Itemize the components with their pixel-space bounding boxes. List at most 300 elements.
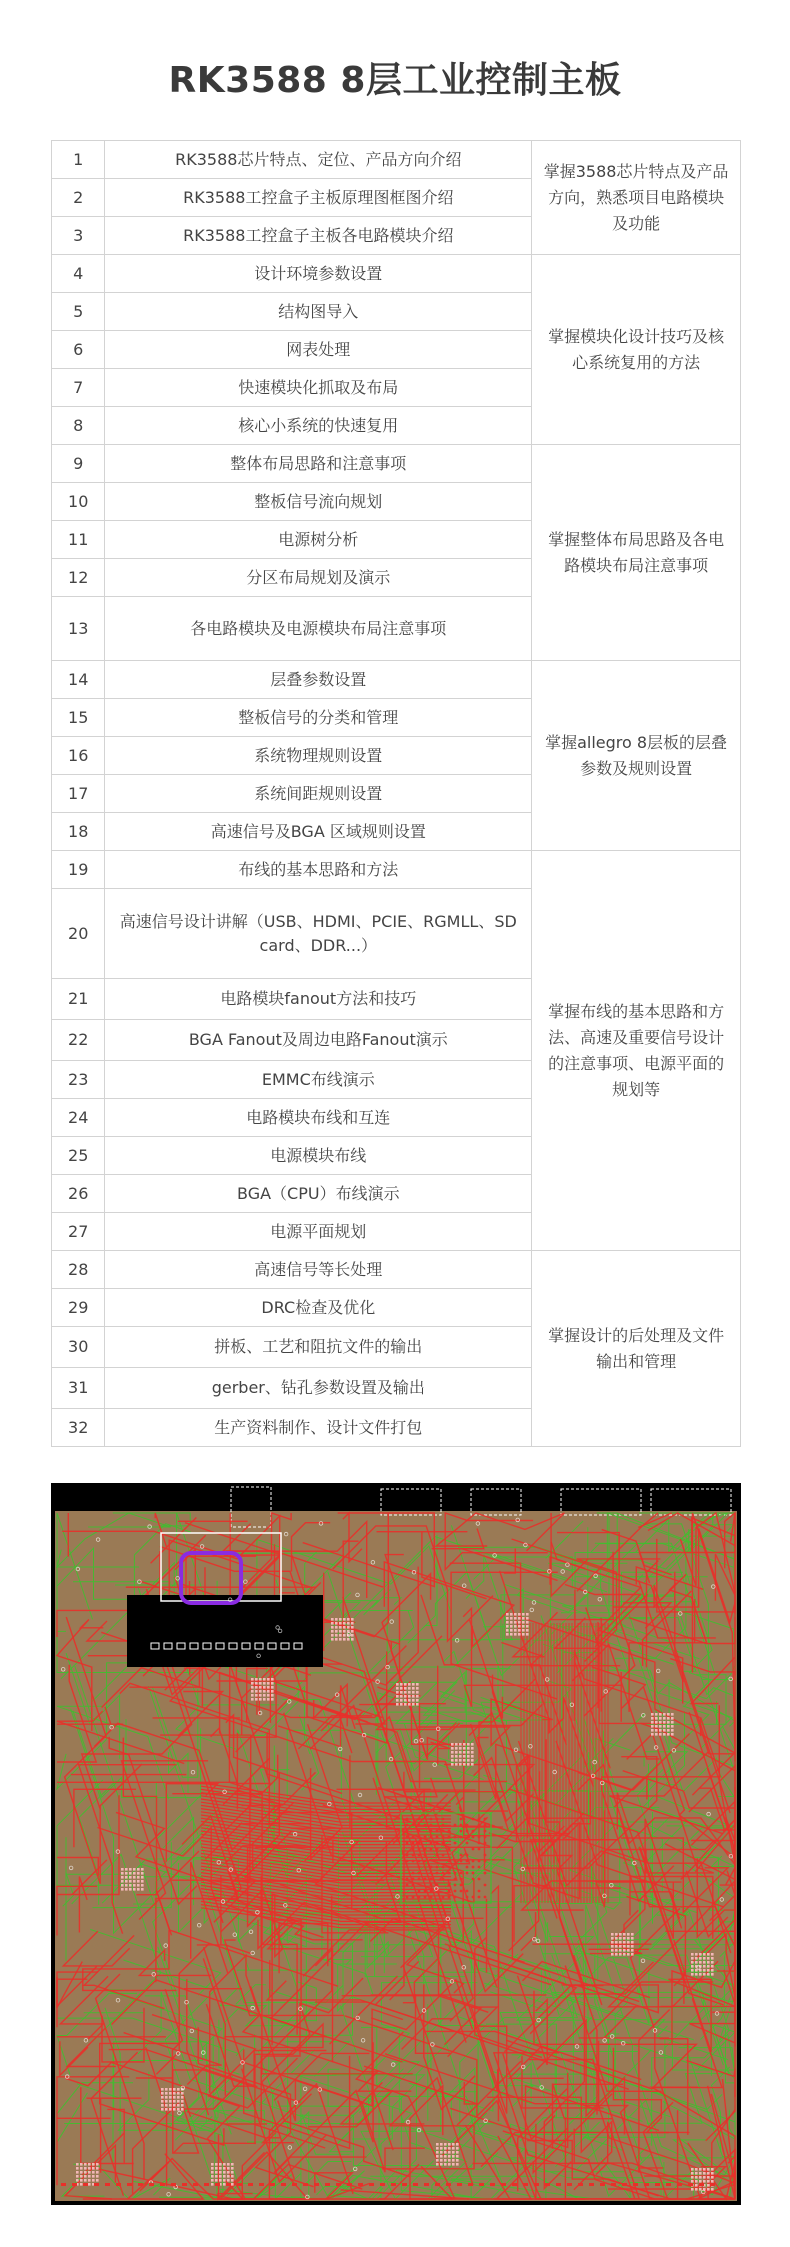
row-number: 26 [52, 1175, 105, 1213]
pcb-edge-pad [336, 2183, 341, 2186]
pcb-pad [339, 1634, 342, 1637]
pcb-bga-ball [418, 1830, 421, 1833]
pcb-pad [623, 1949, 626, 1952]
pcb-pad [510, 1625, 513, 1628]
pcb-pad [251, 1682, 254, 1685]
pcb-pad [215, 2175, 218, 2178]
pcb-pad [177, 2108, 180, 2111]
pcb-pad [161, 2104, 164, 2107]
pcb-pad [707, 2184, 710, 2187]
pcb-pad [659, 1721, 662, 1724]
pcb-edge-pad [127, 2183, 132, 2186]
pcb-edge-pad [380, 2183, 385, 2186]
pcb-bga-ball [466, 1866, 469, 1869]
pcb-pad [691, 2176, 694, 2179]
pcb-bga-ball [406, 1896, 409, 1899]
pcb-pad [339, 1618, 342, 1621]
pcb-pad [215, 2171, 218, 2174]
pcb-bga-ball [460, 1854, 463, 1857]
pcb-pad [76, 2163, 79, 2166]
pcb-edge-pad [259, 2183, 264, 2186]
pcb-bga-ball [412, 1836, 415, 1839]
pcb-pad [667, 1713, 670, 1716]
pcb-pad [510, 1613, 513, 1616]
row-number: 19 [52, 851, 105, 889]
pcb-pad [223, 2167, 226, 2170]
pcb-pad [400, 1687, 403, 1690]
pcb-pad [615, 1949, 618, 1952]
pcb-pad [408, 1691, 411, 1694]
pcb-pad [215, 2163, 218, 2166]
pcb-pad [404, 1695, 407, 1698]
pcb-pad [695, 2188, 698, 2191]
row-topic: RK3588芯片特点、定位、产品方向介绍 [105, 141, 532, 179]
pcb-pad [211, 2163, 214, 2166]
pcb-pad [707, 2180, 710, 2183]
pcb-pad [467, 1747, 470, 1750]
pcb-pad [463, 1747, 466, 1750]
pcb-pad [125, 1880, 128, 1883]
row-number: 18 [52, 813, 105, 851]
pcb-edge-pad [435, 2183, 440, 2186]
pcb-pad [125, 1868, 128, 1871]
pcb-pad [711, 1969, 714, 1972]
row-number: 22 [52, 1020, 105, 1061]
pcb-edge-pad [171, 2183, 176, 2186]
pcb-pad [141, 1884, 144, 1887]
pcb-bga-ball [436, 1842, 439, 1845]
row-number: 8 [52, 407, 105, 445]
pcb-bga-ball [478, 1848, 481, 1851]
pcb-pad [416, 1699, 419, 1702]
pcb-pad [699, 1957, 702, 1960]
row-number: 9 [52, 445, 105, 483]
pcb-bga-ball [466, 1896, 469, 1899]
pcb-pad [510, 1633, 513, 1636]
pcb-bga-ball [472, 1872, 475, 1875]
pcb-pad [92, 2179, 95, 2182]
pcb-pad [663, 1733, 666, 1736]
pcb-pad [514, 1625, 517, 1628]
pcb-edge-pad [358, 2183, 363, 2186]
pcb-bga-ball [430, 1884, 433, 1887]
pcb-pad [351, 1638, 354, 1641]
pcb-pad [84, 2163, 87, 2166]
pcb-pad [711, 1957, 714, 1960]
pcb-pad [335, 1634, 338, 1637]
pcb-bga-ball [430, 1890, 433, 1893]
pcb-pad [80, 2179, 83, 2182]
pcb-bga-ball [442, 1896, 445, 1899]
pcb-edge-pad [149, 2183, 154, 2186]
pcb-pad [631, 1941, 634, 1944]
pcb-pad [631, 1953, 634, 1956]
pcb-pad [514, 1617, 517, 1620]
row-number: 4 [52, 255, 105, 293]
pcb-edge-pad [83, 2183, 88, 2186]
table-row [52, 661, 741, 699]
pcb-bga-ball [460, 1890, 463, 1893]
pcb-pad [96, 2171, 99, 2174]
pcb-pad [259, 1678, 262, 1681]
pcb-pad [165, 2092, 168, 2095]
pcb-pad [343, 1626, 346, 1629]
pcb-bga-ball [430, 1824, 433, 1827]
pcb-bga-ball [418, 1818, 421, 1821]
pcb-pad [84, 2175, 87, 2178]
pcb-pad [452, 2159, 455, 2162]
pcb-edge-pad [270, 2183, 275, 2186]
pcb-bga-ball [424, 1896, 427, 1899]
pcb-pad [522, 1625, 525, 1628]
pcb-pad [695, 1953, 698, 1956]
pcb-pad [177, 2088, 180, 2091]
pcb-pad [96, 2167, 99, 2170]
row-topic: RK3588工控盒子主板各电路模块介绍 [105, 217, 532, 255]
pcb-edge-pad [193, 2183, 198, 2186]
pcb-pad [691, 2188, 694, 2191]
pcb-pad [518, 1613, 521, 1616]
row-goal: 掌握allegro 8层板的层叠参数及规则设置 [532, 661, 741, 851]
pcb-pad [223, 2183, 226, 2186]
pcb-bga-ball [472, 1848, 475, 1851]
pcb-pad [440, 2155, 443, 2158]
row-topic: BGA Fanout及周边电路Fanout演示 [105, 1020, 532, 1061]
pcb-bga-ball [466, 1854, 469, 1857]
pcb-pad [707, 2168, 710, 2171]
pcb-pad [615, 1945, 618, 1948]
pcb-edge-pad [501, 2183, 506, 2186]
pcb-pad [659, 1733, 662, 1736]
pcb-pad [623, 1953, 626, 1956]
pcb-pad [459, 1747, 462, 1750]
pcb-pad [231, 2183, 234, 2186]
pcb-pad [451, 1755, 454, 1758]
pcb-pad [404, 1703, 407, 1706]
pcb-bga-ball [460, 1818, 463, 1821]
pcb-pad [467, 1755, 470, 1758]
pcb-pad [219, 2163, 222, 2166]
row-topic: 系统物理规则设置 [105, 737, 532, 775]
pcb-pad [695, 1969, 698, 1972]
pcb-pad [448, 2155, 451, 2158]
pcb-pad [667, 1721, 670, 1724]
pcb-pad [651, 1729, 654, 1732]
pcb-pad [655, 1733, 658, 1736]
pcb-pad [125, 1872, 128, 1875]
pcb-edge-pad [545, 2183, 550, 2186]
row-topic: 电路模块fanout方法和技巧 [105, 979, 532, 1020]
pcb-pad [510, 1621, 513, 1624]
pcb-pad [121, 1884, 124, 1887]
pcb-pad [259, 1690, 262, 1693]
pcb-bga-ball [454, 1836, 457, 1839]
pcb-bga-ball [454, 1890, 457, 1893]
pcb-pad [455, 1759, 458, 1762]
pcb-bga-ball [460, 1872, 463, 1875]
row-topic: 层叠参数设置 [105, 661, 532, 699]
pcb-pad [271, 1686, 274, 1689]
row-number: 11 [52, 521, 105, 559]
pcb-pad [452, 2151, 455, 2154]
pcb-pad [707, 1965, 710, 1968]
row-topic: 整体布局思路和注意事项 [105, 445, 532, 483]
pcb-pad [691, 1957, 694, 1960]
pcb-pad [522, 1629, 525, 1632]
pcb-pad [88, 2175, 91, 2178]
pcb-edge-pad [402, 2183, 407, 2186]
pcb-pad [711, 1965, 714, 1968]
pcb-pad [526, 1621, 529, 1624]
pcb-pad [96, 2179, 99, 2182]
row-topic: 分区布局规划及演示 [105, 559, 532, 597]
pcb-pad [141, 1888, 144, 1891]
pcb-pad [695, 2176, 698, 2179]
pcb-edge-pad [622, 2183, 627, 2186]
pcb-bga-ball [442, 1854, 445, 1857]
row-topic: BGA（CPU）布线演示 [105, 1175, 532, 1213]
row-number: 3 [52, 217, 105, 255]
pcb-pad [518, 1629, 521, 1632]
pcb-pad [651, 1713, 654, 1716]
pcb-pad [699, 2188, 702, 2191]
pcb-bga-ball [448, 1836, 451, 1839]
pcb-pad [518, 1625, 521, 1628]
row-topic: 高速信号及BGA 区域规则设置 [105, 813, 532, 851]
pcb-pad [173, 2104, 176, 2107]
pcb-bga-ball [442, 1842, 445, 1845]
pcb-bga-ball [424, 1848, 427, 1851]
pcb-pad [703, 2180, 706, 2183]
pcb-pad [707, 1973, 710, 1976]
pcb-pad [506, 1629, 509, 1632]
pcb-pad [227, 2175, 230, 2178]
pcb-pad [404, 1687, 407, 1690]
pcb-pad [137, 1876, 140, 1879]
pcb-edge-pad [94, 2183, 99, 2186]
pcb-pad [467, 1759, 470, 1762]
pcb-bga-ball [424, 1860, 427, 1863]
pcb-pad [165, 2104, 168, 2107]
pcb-pad [177, 2100, 180, 2103]
pcb-pad [251, 1698, 254, 1701]
pcb-pad [510, 1629, 513, 1632]
pcb-pad [459, 1759, 462, 1762]
pcb-pad [331, 1622, 334, 1625]
pcb-pad [267, 1694, 270, 1697]
pcb-pad [631, 1933, 634, 1936]
pcb-pad [181, 2092, 184, 2095]
pcb-pad [452, 2155, 455, 2158]
pcb-pad [343, 1638, 346, 1641]
pcb-bga-ball [412, 1854, 415, 1857]
pcb-pad [137, 1884, 140, 1887]
pcb-pad [271, 1690, 274, 1693]
pcb-bga-ball [472, 1866, 475, 1869]
pcb-pad [76, 2175, 79, 2178]
row-number: 30 [52, 1327, 105, 1368]
pcb-pad [80, 2183, 83, 2186]
pcb-bga-ball [406, 1878, 409, 1881]
pcb-pad [92, 2175, 95, 2178]
pcb-bga-ball [478, 1896, 481, 1899]
pcb-pad [455, 1751, 458, 1754]
pcb-bga-ball [436, 1836, 439, 1839]
table-row [52, 255, 741, 293]
row-number: 7 [52, 369, 105, 407]
pcb-pad [667, 1725, 670, 1728]
row-number: 1 [52, 141, 105, 179]
row-number: 17 [52, 775, 105, 813]
pcb-pad [129, 1884, 132, 1887]
pcb-pad [347, 1626, 350, 1629]
pcb-edge-pad [512, 2183, 517, 2186]
pcb-edge-pad [611, 2183, 616, 2186]
pcb-pad [711, 2172, 714, 2175]
pcb-pad [161, 2096, 164, 2099]
pcb-pad [181, 2096, 184, 2099]
pcb-pad [169, 2092, 172, 2095]
pcb-pad [691, 2168, 694, 2171]
pcb-edge-pad [281, 2183, 286, 2186]
pcb-bga-ball [424, 1854, 427, 1857]
pcb-pad [181, 2108, 184, 2111]
pcb-pad [137, 1868, 140, 1871]
pcb-bga-ball [424, 1890, 427, 1893]
pcb-bga-ball [454, 1878, 457, 1881]
pcb-pad [267, 1690, 270, 1693]
pcb-pad [129, 1872, 132, 1875]
pcb-pad [711, 2180, 714, 2183]
pcb-bga-ball [406, 1824, 409, 1827]
pcb-pad [663, 1725, 666, 1728]
pcb-bga-ball [430, 1872, 433, 1875]
pcb-bga-ball [460, 1884, 463, 1887]
pcb-pad [651, 1717, 654, 1720]
pcb-pad [339, 1622, 342, 1625]
row-number: 15 [52, 699, 105, 737]
pcb-pad [463, 1743, 466, 1746]
pcb-pad [141, 1872, 144, 1875]
pcb-pad [471, 1759, 474, 1762]
pcb-pad [255, 1690, 258, 1693]
pcb-pad [436, 2147, 439, 2150]
pcb-pad [611, 1941, 614, 1944]
pcb-bga-ball [412, 1878, 415, 1881]
pcb-pad [526, 1625, 529, 1628]
pcb-pad [161, 2092, 164, 2095]
pcb-pad [711, 2168, 714, 2171]
pcb-pad [463, 1759, 466, 1762]
pcb-pad [92, 2171, 95, 2174]
pcb-pad [351, 1626, 354, 1629]
pcb-bga-ball [448, 1866, 451, 1869]
pcb-bga-ball [460, 1860, 463, 1863]
pcb-pad [667, 1729, 670, 1732]
pcb-pad [412, 1703, 415, 1706]
pcb-pad [619, 1937, 622, 1940]
pcb-pad [267, 1686, 270, 1689]
pcb-pad [343, 1630, 346, 1633]
pcb-pad [416, 1687, 419, 1690]
pcb-pad [161, 2088, 164, 2091]
pcb-pad [400, 1691, 403, 1694]
pcb-pad [703, 2172, 706, 2175]
row-topic: 布线的基本思路和方法 [105, 851, 532, 889]
pcb-pad [663, 1713, 666, 1716]
pcb-bga-ball [412, 1896, 415, 1899]
pcb-pad [655, 1729, 658, 1732]
pcb-pad [671, 1713, 674, 1716]
pcb-bga-ball [484, 1830, 487, 1833]
pcb-pad [659, 1729, 662, 1732]
pcb-pad [165, 2100, 168, 2103]
pcb-pad [129, 1868, 132, 1871]
pcb-pad [436, 2159, 439, 2162]
pcb-pad [703, 1953, 706, 1956]
table-row [52, 445, 741, 483]
pcb-bga-ball [430, 1842, 433, 1845]
pcb-pad [627, 1933, 630, 1936]
pcb-bga-ball [412, 1824, 415, 1827]
row-topic: DRC检查及优化 [105, 1289, 532, 1327]
pcb-bga-ball [442, 1830, 445, 1833]
pcb-pad [619, 1941, 622, 1944]
pcb-pad [703, 1957, 706, 1960]
pcb-bga-ball [418, 1872, 421, 1875]
pcb-pad [619, 1949, 622, 1952]
pcb-pad [169, 2104, 172, 2107]
pcb-bga-ball [418, 1890, 421, 1893]
pcb-pad [459, 1763, 462, 1766]
pcb-connector-block [127, 1595, 323, 1667]
pcb-pad [444, 2143, 447, 2146]
pcb-pad [343, 1634, 346, 1637]
pcb-pad [76, 2171, 79, 2174]
pcb-pad [125, 1876, 128, 1879]
pcb-pad [215, 2179, 218, 2182]
pcb-pad [169, 2108, 172, 2111]
pcb-pad [463, 1751, 466, 1754]
pcb-pad [335, 1630, 338, 1633]
pcb-pad [76, 2179, 79, 2182]
pcb-pad [514, 1629, 517, 1632]
pcb-pad [659, 1717, 662, 1720]
pcb-pad [703, 1961, 706, 1964]
pcb-edge-pad [72, 2183, 77, 2186]
pcb-pad [526, 1617, 529, 1620]
pcb-pad [711, 2176, 714, 2179]
row-number: 31 [52, 1368, 105, 1409]
row-goal: 掌握整体布局思路及各电路模块布局注意事项 [532, 445, 741, 661]
pcb-bga-ball [442, 1878, 445, 1881]
pcb-pad [615, 1933, 618, 1936]
pcb-pad [699, 1953, 702, 1956]
pcb-pad [695, 2184, 698, 2187]
table-row [52, 1251, 741, 1289]
pcb-bga-ball [472, 1860, 475, 1863]
pcb-bga-ball [436, 1830, 439, 1833]
pcb-edge-pad [248, 2183, 253, 2186]
pcb-pad [263, 1686, 266, 1689]
pcb-pad [522, 1613, 525, 1616]
pcb-pad [506, 1625, 509, 1628]
pcb-bga-ball [418, 1896, 421, 1899]
pcb-pad [615, 1941, 618, 1944]
pcb-pad [412, 1683, 415, 1686]
pcb-pad [659, 1713, 662, 1716]
pcb-pad [619, 1945, 622, 1948]
